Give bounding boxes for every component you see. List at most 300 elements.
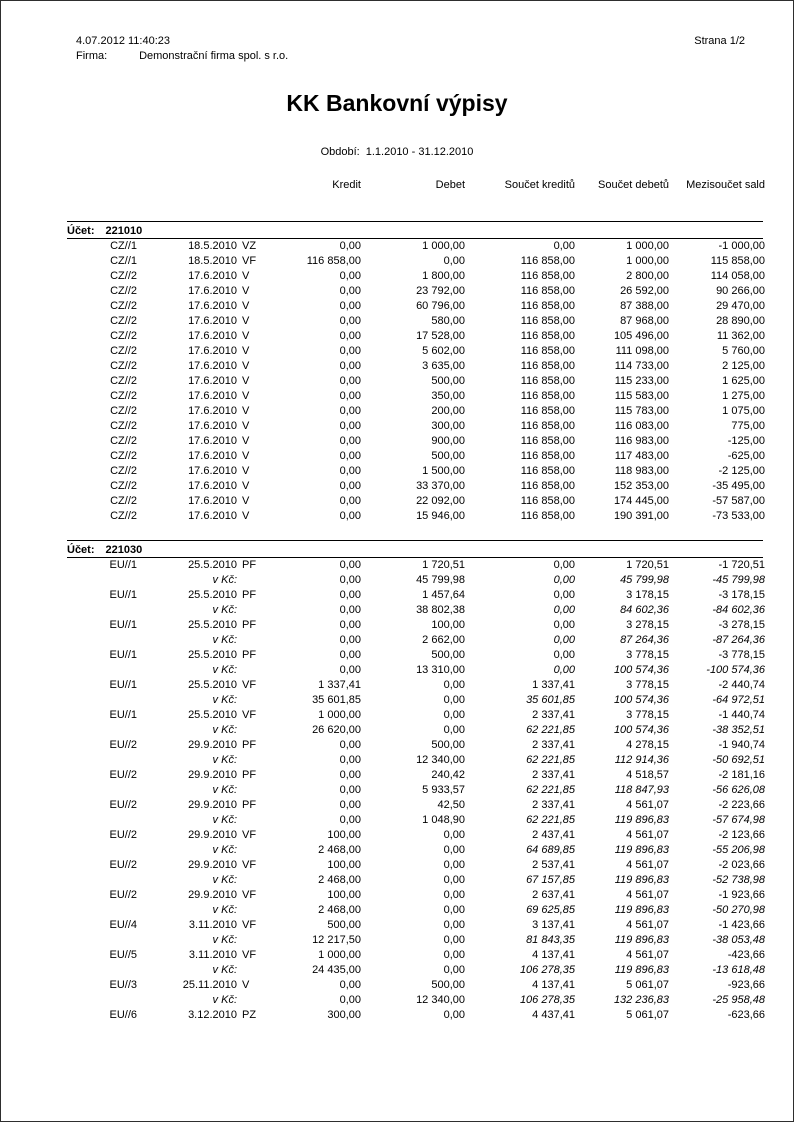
cell-mezisoucet-sald: -25 958,48 [712,994,765,1006]
cell-date: 17.6.2010 [188,510,237,522]
statement-row [67,618,765,633]
statement-subrow-kc [67,933,765,948]
cell-kc-label: v Kč: [212,604,237,616]
cell-kredit: 0,00 [339,994,361,1006]
cell-doc-number: EU//1 [109,679,137,691]
header-mezisoucet-sald: Mezisoučet sald [686,179,765,191]
cell-soucet-kreditu: 116 858,00 [520,435,575,447]
statement-row [67,269,765,284]
cell-mezisoucet-sald: -125,00 [727,435,765,447]
statement-subrow-kc [67,633,765,648]
cell-kredit: 0,00 [339,285,361,297]
statement-subrow-kc [67,753,765,768]
cell-doc-number: CZ//2 [110,360,137,372]
cell-kredit: 0,00 [339,480,361,492]
cell-soucet-kreditu: 0,00 [553,634,575,646]
cell-kredit: 0,00 [339,405,361,417]
cell-kc-label: v Kč: [212,994,237,1006]
statement-row [67,918,765,933]
cell-kredit: 0,00 [339,559,361,571]
cell-date: 25.11.2010 [182,979,237,991]
cell-soucet-kreditu: 3 137,41 [532,919,575,931]
cell-mezisoucet-sald: -623,66 [727,1009,765,1021]
cell-soucet-debetu: 1 720,51 [626,559,669,571]
cell-doc-type: V [242,450,250,462]
cell-soucet-kreditu: 116 858,00 [520,375,575,387]
cell-doc-type: V [242,300,250,312]
statement-row [67,509,765,524]
cell-debet: 0,00 [443,874,465,886]
cell-debet: 33 370,00 [416,480,465,492]
cell-kc-label: v Kč: [212,934,237,946]
cell-mezisoucet-sald: 115 858,00 [710,255,765,267]
cell-soucet-debetu: 117 483,00 [614,450,669,462]
cell-doc-number: CZ//2 [110,420,137,432]
cell-kredit: 0,00 [339,315,361,327]
cell-doc-type: V [242,480,250,492]
cell-kredit: 100,00 [327,859,361,871]
cell-doc-number: CZ//2 [110,345,137,357]
cell-date: 18.5.2010 [188,240,237,252]
cell-soucet-kreditu: 106 278,35 [519,964,575,976]
statement-row [67,828,765,843]
cell-debet: 5 602,00 [422,345,465,357]
cell-debet: 0,00 [443,919,465,931]
cell-doc-type [237,663,273,678]
cell-date: 25.5.2010 [188,559,237,571]
cell-soucet-debetu: 111 098,00 [615,345,669,357]
statement-row [67,299,765,314]
cell-mezisoucet-sald: -84 602,36 [712,604,765,616]
cell-soucet-debetu: 45 799,98 [620,574,669,586]
cell-mezisoucet-sald: -2 181,16 [718,769,765,781]
cell-mezisoucet-sald: -45 799,98 [712,574,765,586]
cell-kredit: 0,00 [339,390,361,402]
cell-soucet-debetu: 26 592,00 [620,285,669,297]
cell-doc-number [67,573,137,588]
cell-kc-label: v Kč: [212,874,237,886]
cell-doc-number [67,693,137,708]
cell-soucet-debetu: 119 896,83 [614,964,669,976]
cell-date: 17.6.2010 [188,465,237,477]
cell-mezisoucet-sald: -64 972,51 [712,694,765,706]
cell-mezisoucet-sald: -57 587,00 [712,495,765,507]
cell-doc-number: CZ//2 [110,300,137,312]
statement-row [67,1008,765,1023]
cell-kredit: 100,00 [327,889,361,901]
cell-kredit: 1 337,41 [318,679,361,691]
period-value: 1.1.2010 - 31.12.2010 [365,146,474,158]
cell-debet: 0,00 [443,904,465,916]
cell-soucet-debetu: 3 278,15 [626,619,669,631]
cell-doc-type [237,993,273,1008]
cell-debet: 500,00 [431,739,465,751]
cell-doc-type: V [242,435,250,447]
cell-debet: 100,00 [431,619,465,631]
cell-kredit: 0,00 [339,589,361,601]
cell-kredit: 0,00 [339,619,361,631]
cell-soucet-debetu: 119 896,83 [614,874,669,886]
cell-kredit: 0,00 [339,375,361,387]
cell-doc-type [237,813,273,828]
statement-sections [67,221,763,1023]
cell-doc-number: CZ//1 [110,255,137,267]
cell-debet: 0,00 [443,694,465,706]
cell-soucet-debetu: 4 561,07 [626,859,669,871]
statement-row [67,678,765,693]
cell-doc-number: CZ//2 [110,285,137,297]
cell-mezisoucet-sald: -625,00 [727,450,765,462]
cell-doc-type: VF [242,255,257,267]
cell-debet: 22 092,00 [416,495,465,507]
cell-kredit: 300,00 [327,1009,361,1021]
cell-date: 3.12.2010 [188,1009,237,1021]
cell-date: 17.6.2010 [188,390,237,402]
cell-kredit: 0,00 [339,330,361,342]
cell-mezisoucet-sald: -13 618,48 [712,964,765,976]
cell-doc-type [237,753,273,768]
cell-doc-type: V [242,495,250,507]
cell-debet: 1 457,64 [422,589,465,601]
cell-soucet-debetu: 5 061,07 [626,1009,669,1021]
cell-soucet-debetu: 119 896,83 [614,844,669,856]
cell-soucet-kreditu: 1 337,41 [532,679,575,691]
statement-row [67,558,765,573]
cell-soucet-kreditu: 0,00 [553,619,575,631]
cell-debet: 1 720,51 [422,559,465,571]
cell-mezisoucet-sald: -1 923,66 [718,889,765,901]
cell-soucet-kreditu: 116 858,00 [520,330,575,342]
cell-date: 17.6.2010 [188,450,237,462]
statement-subrow-kc [67,693,765,708]
cell-kc-label: v Kč: [212,724,237,736]
cell-debet: 17 528,00 [416,330,465,342]
cell-kc-label: v Kč: [212,694,237,706]
cell-debet: 38 802,38 [416,604,465,616]
cell-kredit: 35 601,85 [312,694,361,706]
cell-mezisoucet-sald: -3 178,15 [718,589,765,601]
cell-debet: 0,00 [443,844,465,856]
cell-soucet-kreditu: 116 858,00 [520,465,575,477]
statement-row [67,329,765,344]
cell-kc-label: v Kč: [212,754,237,766]
cell-soucet-debetu: 84 602,36 [620,604,669,616]
cell-doc-type: V [242,360,250,372]
cell-kredit: 1 000,00 [318,949,361,961]
cell-mezisoucet-sald: -1 940,74 [718,739,765,751]
cell-debet: 42,50 [437,799,465,811]
cell-debet: 2 662,00 [422,634,465,646]
cell-mezisoucet-sald: -73 533,00 [712,510,765,522]
statement-subrow-kc [67,783,765,798]
cell-soucet-kreditu: 116 858,00 [520,390,575,402]
cell-doc-number: EU//3 [109,979,137,991]
cell-date: 18.5.2010 [188,255,237,267]
cell-mezisoucet-sald: -56 626,08 [712,784,765,796]
cell-kredit: 0,00 [339,360,361,372]
cell-debet: 5 933,57 [422,784,465,796]
account-header [67,541,763,557]
cell-doc-type: PF [242,619,257,631]
cell-soucet-kreditu: 4 437,41 [532,1009,575,1021]
cell-doc-type [237,633,273,648]
cell-doc-number: EU//4 [109,919,137,931]
report-title: KK Bankovní výpisy [286,90,508,116]
statement-row [67,494,765,509]
statement-subrow-kc [67,843,765,858]
statement-row [67,419,765,434]
cell-soucet-debetu: 115 783,00 [614,405,669,417]
cell-debet: 0,00 [443,1009,465,1021]
cell-soucet-kreditu: 116 858,00 [520,450,575,462]
cell-date: 29.9.2010 [188,889,237,901]
cell-soucet-debetu: 1 000,00 [626,240,669,252]
cell-debet: 300,00 [431,420,465,432]
cell-mezisoucet-sald: -1 000,00 [718,240,765,252]
cell-mezisoucet-sald: -57 674,98 [712,814,765,826]
cell-soucet-debetu: 87 968,00 [620,315,669,327]
cell-mezisoucet-sald: -35 495,00 [712,480,765,492]
statement-subrow-kc [67,723,765,738]
cell-doc-number: EU//2 [109,799,137,811]
cell-doc-number [67,963,137,978]
cell-doc-number: EU//1 [109,709,137,721]
cell-debet: 0,00 [443,255,465,267]
cell-soucet-debetu: 4 561,07 [626,829,669,841]
cell-doc-type: V [242,465,250,477]
cell-soucet-debetu: 116 983,00 [614,435,669,447]
cell-kredit: 12 217,50 [312,934,361,946]
cell-doc-number: EU//2 [109,889,137,901]
cell-debet: 580,00 [431,315,465,327]
cell-soucet-kreditu: 2 337,41 [532,739,575,751]
cell-doc-type: V [242,285,250,297]
cell-debet: 0,00 [443,949,465,961]
cell-debet: 0,00 [443,889,465,901]
cell-debet: 0,00 [443,679,465,691]
cell-soucet-kreditu: 0,00 [553,664,575,676]
cell-date: 17.6.2010 [188,300,237,312]
cell-doc-type: V [242,405,250,417]
cell-doc-type: V [242,510,250,522]
cell-doc-type: V [242,330,250,342]
statement-row [67,588,765,603]
statement-row [67,648,765,663]
cell-date: 29.9.2010 [188,799,237,811]
cell-kredit: 0,00 [339,814,361,826]
cell-mezisoucet-sald: 1 075,00 [722,405,765,417]
cell-soucet-debetu: 4 561,07 [626,889,669,901]
cell-kredit: 0,00 [339,270,361,282]
cell-mezisoucet-sald: -38 352,51 [712,724,765,736]
cell-doc-number: EU//1 [109,619,137,631]
period-label: Období: [320,146,360,158]
cell-doc-type: PF [242,769,257,781]
cell-mezisoucet-sald: 29 470,00 [716,300,765,312]
cell-kredit: 0,00 [339,495,361,507]
statement-row [67,254,765,269]
cell-soucet-debetu: 3 778,15 [626,679,669,691]
cell-doc-number: EU//1 [109,649,137,661]
statement-row [67,239,765,254]
cell-mezisoucet-sald: -52 738,98 [712,874,765,886]
cell-kredit: 0,00 [339,664,361,676]
cell-debet: 12 340,00 [416,754,465,766]
statement-row [67,374,765,389]
cell-soucet-kreditu: 2 637,41 [532,889,575,901]
cell-soucet-kreditu: 2 437,41 [532,829,575,841]
cell-date: 17.6.2010 [188,405,237,417]
cell-kredit: 2 468,00 [318,874,361,886]
cell-doc-type: VF [242,949,257,961]
cell-debet: 200,00 [431,405,465,417]
cell-mezisoucet-sald: -2 125,00 [718,465,765,477]
column-header-row [67,178,765,193]
cell-soucet-kreditu: 2 337,41 [532,799,575,811]
cell-soucet-kreditu: 116 858,00 [520,360,575,372]
cell-date: 17.6.2010 [188,270,237,282]
statement-row [67,858,765,873]
cell-kredit: 0,00 [339,450,361,462]
cell-doc-number: EU//2 [109,859,137,871]
cell-mezisoucet-sald: -3 778,15 [718,649,765,661]
cell-doc-number [67,993,137,1008]
cell-doc-number [67,723,137,738]
cell-soucet-debetu: 3 178,15 [626,589,669,601]
cell-date: 17.6.2010 [188,435,237,447]
cell-date: 17.6.2010 [188,495,237,507]
cell-doc-number: CZ//2 [110,435,137,447]
cell-doc-type [237,723,273,738]
cell-debet: 15 946,00 [416,510,465,522]
cell-debet: 23 792,00 [416,285,465,297]
cell-soucet-debetu: 3 778,15 [626,709,669,721]
statement-row [67,449,765,464]
header-kredit: Kredit [332,179,361,191]
cell-kredit: 0,00 [339,799,361,811]
cell-debet: 0,00 [443,859,465,871]
cell-soucet-kreditu: 116 858,00 [520,270,575,282]
cell-doc-number: CZ//2 [110,390,137,402]
cell-kredit: 0,00 [339,784,361,796]
cell-kredit: 0,00 [339,300,361,312]
cell-debet: 12 340,00 [416,994,465,1006]
cell-doc-number [67,903,137,918]
cell-debet: 900,00 [431,435,465,447]
cell-soucet-kreditu: 0,00 [553,589,575,601]
cell-mezisoucet-sald: 2 125,00 [722,360,765,372]
cell-kredit: 0,00 [339,739,361,751]
cell-soucet-kreditu: 116 858,00 [520,315,575,327]
cell-soucet-debetu: 112 914,36 [614,754,669,766]
cell-soucet-debetu: 87 388,00 [620,300,669,312]
cell-soucet-debetu: 2 800,00 [626,270,669,282]
cell-doc-number: CZ//2 [110,465,137,477]
cell-soucet-debetu: 115 233,00 [614,375,669,387]
cell-soucet-debetu: 4 561,07 [626,949,669,961]
cell-soucet-kreditu: 62 221,85 [526,754,575,766]
cell-date: 25.5.2010 [188,589,237,601]
cell-doc-type: V [242,375,250,387]
statement-subrow-kc [67,903,765,918]
cell-doc-type [237,783,273,798]
cell-doc-type: V [242,390,250,402]
cell-soucet-kreditu: 116 858,00 [520,300,575,312]
cell-debet: 60 796,00 [416,300,465,312]
cell-soucet-kreditu: 116 858,00 [520,405,575,417]
cell-soucet-kreditu: 116 858,00 [520,285,575,297]
cell-date: 17.6.2010 [188,285,237,297]
cell-kredit: 2 468,00 [318,904,361,916]
statement-subrow-kc [67,813,765,828]
cell-soucet-debetu: 118 847,93 [614,784,669,796]
cell-date: 29.9.2010 [188,829,237,841]
cell-mezisoucet-sald: 775,00 [731,420,765,432]
cell-mezisoucet-sald: -1 440,74 [718,709,765,721]
cell-soucet-kreditu: 116 858,00 [520,495,575,507]
cell-doc-number [67,603,137,618]
cell-soucet-debetu: 100 574,36 [613,664,669,676]
cell-doc-number: CZ//2 [110,375,137,387]
cell-kredit: 0,00 [339,634,361,646]
cell-doc-type: VF [242,919,257,931]
cell-kredit: 0,00 [339,435,361,447]
page-number: Strana 1/2 [694,35,745,47]
cell-kredit: 2 468,00 [318,844,361,856]
cell-doc-type: PF [242,559,257,571]
cell-kredit: 0,00 [339,979,361,991]
cell-debet: 3 635,00 [422,360,465,372]
cell-date: 25.5.2010 [188,709,237,721]
cell-doc-number: EU//2 [109,739,137,751]
cell-doc-type: PF [242,589,257,601]
cell-soucet-debetu: 118 983,00 [614,465,669,477]
cell-soucet-debetu: 100 574,36 [613,724,669,736]
cell-debet: 0,00 [443,829,465,841]
cell-mezisoucet-sald: -2 223,66 [718,799,765,811]
cell-soucet-kreditu: 69 625,85 [526,904,575,916]
cell-debet: 240,42 [431,769,465,781]
cell-soucet-kreditu: 116 858,00 [520,510,575,522]
cell-doc-number: CZ//2 [110,510,137,522]
cell-debet: 1 048,90 [422,814,465,826]
cell-mezisoucet-sald: 11 362,00 [716,330,765,342]
cell-soucet-debetu: 100 574,36 [613,694,669,706]
statement-subrow-kc [67,573,765,588]
account-section [67,540,763,1023]
cell-doc-type: VF [242,709,257,721]
statement-row [67,978,765,993]
statement-row [67,768,765,783]
statement-row [67,888,765,903]
header-date-spacer [137,178,237,193]
cell-soucet-kreditu: 35 601,85 [526,694,575,706]
cell-mezisoucet-sald: 28 890,00 [716,315,765,327]
cell-date: 29.9.2010 [188,859,237,871]
cell-soucet-debetu: 1 000,00 [626,255,669,267]
cell-date: 3.11.2010 [188,949,237,961]
cell-debet: 0,00 [443,724,465,736]
cell-mezisoucet-sald: -87 264,36 [712,634,765,646]
cell-kredit: 0,00 [339,769,361,781]
cell-doc-number [67,783,137,798]
cell-kc-label: v Kč: [212,964,237,976]
cell-soucet-kreditu: 116 858,00 [520,345,575,357]
cell-doc-number: EU//6 [109,1009,137,1021]
cell-mezisoucet-sald: 1 275,00 [722,390,765,402]
cell-kredit: 0,00 [339,604,361,616]
statement-row [67,359,765,374]
